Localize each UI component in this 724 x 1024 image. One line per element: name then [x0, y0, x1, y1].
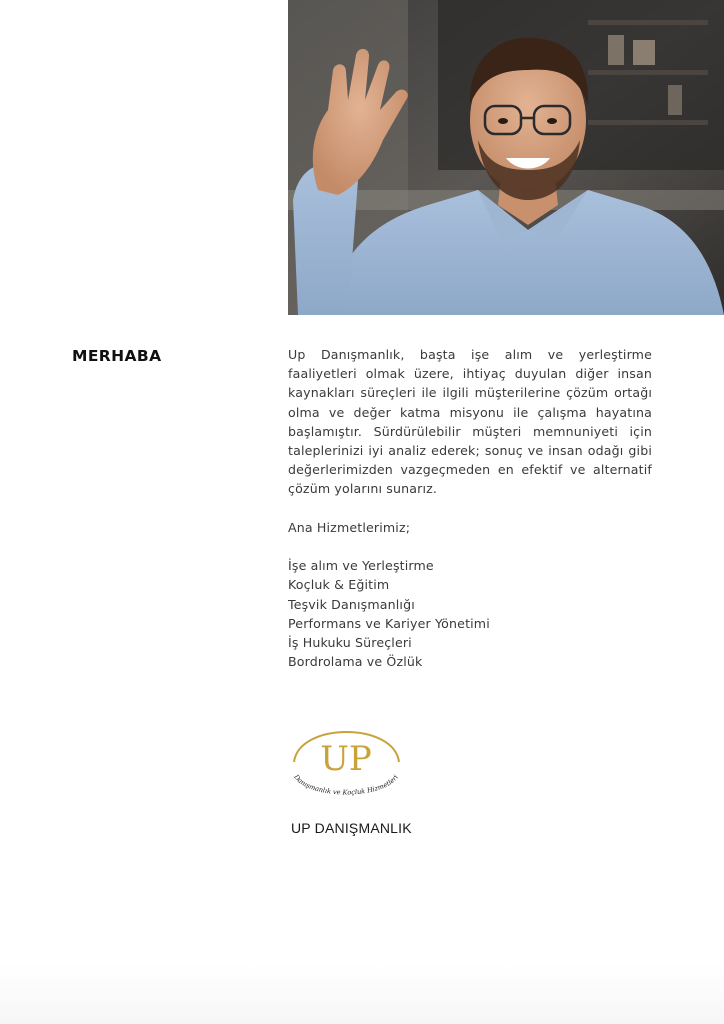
- content-column: [288, 345, 652, 671]
- page-heading: MERHABA: [72, 347, 162, 365]
- brand-name: UP DANIŞMANLIK: [291, 820, 412, 836]
- list-item: Performans ve Kariyer Yönetimi: [288, 615, 490, 631]
- intro-paragraph: Up Danışmanlık, başta işe alım ve yerleştirme faaliyetleri olmak üzere, ihtiyaç duyulan diğer insan kaynakları süreçleri ile ilgili müşterilerine çözüm ortağı olma ve değer katma misyonu ile çalışma hayatına başlamıştır. Sürdürülebilir müşteri memnuniyeti için taleplerinizi iyi analiz ederek; sonuç ve insan odağı gibi değerlerimizden vazgeçmeden en efektif ve alternatif çözüm yolarını sunarız.: [288, 347, 652, 497]
- list-item: Bordrolama ve Özlük: [288, 654, 423, 670]
- list-item: Koçluk & Eğitim: [288, 577, 390, 593]
- list-item: İşe alım ve Yerleştirme: [288, 558, 434, 574]
- list-item: İş Hukuku Süreçleri: [288, 635, 412, 651]
- services-title: Ana Hizmetlerimiz;: [288, 519, 411, 535]
- services-list: [288, 556, 652, 671]
- up-logo: [284, 722, 408, 808]
- logo-arc-text: Danışmanlık ve Koçluk Hizmetleri: [292, 773, 400, 797]
- page-footer-fade: [0, 964, 724, 1024]
- list-item: Teşvik Danışmanlığı: [288, 596, 415, 612]
- logo-monogram: UP: [320, 739, 372, 779]
- waving-man-photo: [288, 0, 724, 315]
